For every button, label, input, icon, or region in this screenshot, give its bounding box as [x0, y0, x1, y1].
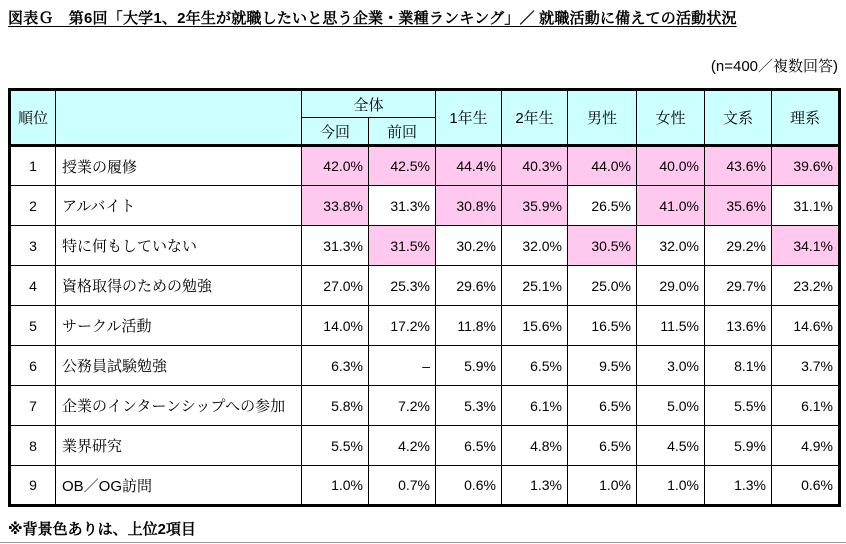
- table-row: [10, 306, 840, 346]
- value-cell: 44.4%: [436, 146, 502, 186]
- value-cell: 44.0%: [568, 146, 637, 186]
- item-label: 業界研究: [56, 426, 302, 466]
- item-label: 授業の履修: [56, 146, 302, 186]
- table-row: [10, 426, 840, 466]
- value-cell: 39.6%: [772, 146, 840, 186]
- rank-cell: 9: [10, 466, 56, 506]
- value-cell: 5.9%: [436, 346, 502, 386]
- col-header-year1: 1年生: [436, 90, 502, 146]
- rank-cell: 7: [10, 386, 56, 426]
- col-header-year2: 2年生: [502, 90, 568, 146]
- value-cell: 5.8%: [302, 386, 369, 426]
- value-cell: 29.7%: [705, 266, 772, 306]
- col-header-previous: 前回: [369, 118, 436, 146]
- value-cell: 35.6%: [705, 186, 772, 226]
- value-cell: 16.5%: [568, 306, 637, 346]
- value-cell: 8.1%: [705, 346, 772, 386]
- table-body: [10, 146, 840, 506]
- value-cell: 13.6%: [705, 306, 772, 346]
- value-cell: 1.0%: [302, 466, 369, 506]
- value-cell: 40.0%: [637, 146, 705, 186]
- value-cell: 31.5%: [369, 226, 436, 266]
- value-cell: 32.0%: [502, 226, 568, 266]
- rank-cell: 5: [10, 306, 56, 346]
- table-row: [10, 466, 840, 506]
- table-row: [10, 186, 840, 226]
- value-cell: 32.0%: [637, 226, 705, 266]
- value-cell: 6.1%: [502, 386, 568, 426]
- rank-cell: 4: [10, 266, 56, 306]
- table-row: [10, 346, 840, 386]
- value-cell: 14.0%: [302, 306, 369, 346]
- col-header-male: 男性: [568, 90, 637, 146]
- value-cell: 1.3%: [705, 466, 772, 506]
- value-cell: 30.5%: [568, 226, 637, 266]
- item-label: 特に何もしていない: [56, 226, 302, 266]
- value-cell: 4.5%: [637, 426, 705, 466]
- item-label: アルバイト: [56, 186, 302, 226]
- item-label: OB／OG訪問: [56, 466, 302, 506]
- value-cell: 14.6%: [772, 306, 840, 346]
- value-cell: 6.5%: [502, 346, 568, 386]
- value-cell: 30.8%: [436, 186, 502, 226]
- value-cell: 25.1%: [502, 266, 568, 306]
- rank-cell: 6: [10, 346, 56, 386]
- value-cell: 25.3%: [369, 266, 436, 306]
- col-header-female: 女性: [637, 90, 705, 146]
- value-cell: 9.5%: [568, 346, 637, 386]
- value-cell: 31.3%: [302, 226, 369, 266]
- value-cell: 4.8%: [502, 426, 568, 466]
- value-cell: 6.5%: [436, 426, 502, 466]
- value-cell: 42.0%: [302, 146, 369, 186]
- rank-cell: 2: [10, 186, 56, 226]
- col-header-sciences: 理系: [772, 90, 840, 146]
- value-cell: 7.2%: [369, 386, 436, 426]
- value-cell: 5.9%: [705, 426, 772, 466]
- table-row: [10, 386, 840, 426]
- table-row: [10, 226, 840, 266]
- col-header-rank: 順位: [10, 90, 56, 146]
- value-cell: 33.8%: [302, 186, 369, 226]
- value-cell: 4.2%: [369, 426, 436, 466]
- value-cell: 1.0%: [568, 466, 637, 506]
- legend-footnote: ※背景色ありは、上位2項目: [8, 521, 196, 538]
- value-cell: 42.5%: [369, 146, 436, 186]
- item-label: サークル活動: [56, 306, 302, 346]
- value-cell: 6.1%: [772, 386, 840, 426]
- sample-size-note: (n=400／複数回答): [710, 58, 838, 75]
- col-header-item-blank: [56, 90, 302, 146]
- value-cell: 26.5%: [568, 186, 637, 226]
- page-title: 図表Ｇ 第6回「大学1、2年生が就職したいと思う企業・業種ランキング」／ 就職活動に備えての活動状況: [8, 10, 737, 27]
- value-cell: 30.2%: [436, 226, 502, 266]
- value-cell: 29.0%: [637, 266, 705, 306]
- value-cell: 27.0%: [302, 266, 369, 306]
- value-cell: 3.0%: [637, 346, 705, 386]
- bottom-divider: [0, 542, 846, 543]
- rank-cell: 8: [10, 426, 56, 466]
- value-cell: 34.1%: [772, 226, 840, 266]
- value-cell: 31.3%: [369, 186, 436, 226]
- value-cell: 0.6%: [436, 466, 502, 506]
- activity-status-table: [8, 88, 841, 507]
- value-cell: 0.6%: [772, 466, 840, 506]
- value-cell: 29.6%: [436, 266, 502, 306]
- value-cell: 15.6%: [502, 306, 568, 346]
- header-row-top: [10, 90, 840, 118]
- rank-cell: 3: [10, 226, 56, 266]
- col-header-overall: 全体: [302, 90, 436, 118]
- value-cell: 23.2%: [772, 266, 840, 306]
- table-row: [10, 266, 840, 306]
- value-cell: 25.0%: [568, 266, 637, 306]
- value-cell: 11.8%: [436, 306, 502, 346]
- value-cell: 11.5%: [637, 306, 705, 346]
- value-cell: 41.0%: [637, 186, 705, 226]
- value-cell: 6.5%: [568, 386, 637, 426]
- value-cell: 0.7%: [369, 466, 436, 506]
- item-label: 公務員試験勉強: [56, 346, 302, 386]
- col-header-humanities: 文系: [705, 90, 772, 146]
- item-label: 資格取得のための勉強: [56, 266, 302, 306]
- value-cell: 5.0%: [637, 386, 705, 426]
- value-cell: 1.0%: [637, 466, 705, 506]
- value-cell: 31.1%: [772, 186, 840, 226]
- value-cell: 40.3%: [502, 146, 568, 186]
- value-cell: –: [369, 346, 436, 386]
- value-cell: 5.5%: [302, 426, 369, 466]
- value-cell: 17.2%: [369, 306, 436, 346]
- col-header-current: 今回: [302, 118, 369, 146]
- value-cell: 1.3%: [502, 466, 568, 506]
- item-label: 企業のインターンシップへの参加: [56, 386, 302, 426]
- value-cell: 43.6%: [705, 146, 772, 186]
- value-cell: 4.9%: [772, 426, 840, 466]
- value-cell: 35.9%: [502, 186, 568, 226]
- value-cell: 6.5%: [568, 426, 637, 466]
- table-header: [10, 90, 840, 146]
- table-row: [10, 146, 840, 186]
- value-cell: 3.7%: [772, 346, 840, 386]
- rank-cell: 1: [10, 146, 56, 186]
- value-cell: 29.2%: [705, 226, 772, 266]
- value-cell: 5.3%: [436, 386, 502, 426]
- value-cell: 6.3%: [302, 346, 369, 386]
- value-cell: 5.5%: [705, 386, 772, 426]
